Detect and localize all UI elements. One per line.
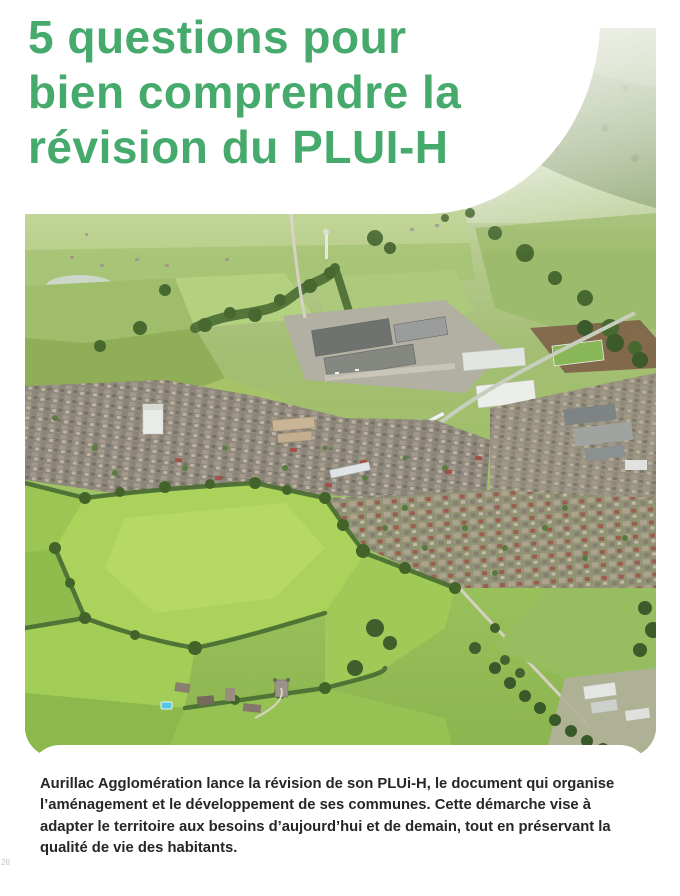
page-title bbox=[28, 10, 588, 175]
title-line-3: révision du PLUI-H bbox=[28, 121, 449, 173]
intro-paragraph: Aurillac Agglomération lance la révision de son PLUi-H, le document qui organise l’aménagement et le développement de ses communes. Cette démarche vise à adapter le territoire aux besoins d’aujourd’hui et de demain, tout en préservant la qualité de vie des habitants. bbox=[40, 776, 615, 857]
title-line-2: bien comprendre la bbox=[28, 66, 462, 118]
intro-panel bbox=[30, 745, 650, 896]
page-number: 28 bbox=[1, 858, 10, 867]
swimming-pool bbox=[161, 702, 172, 709]
title-line-1: 5 questions pour bbox=[28, 11, 407, 63]
